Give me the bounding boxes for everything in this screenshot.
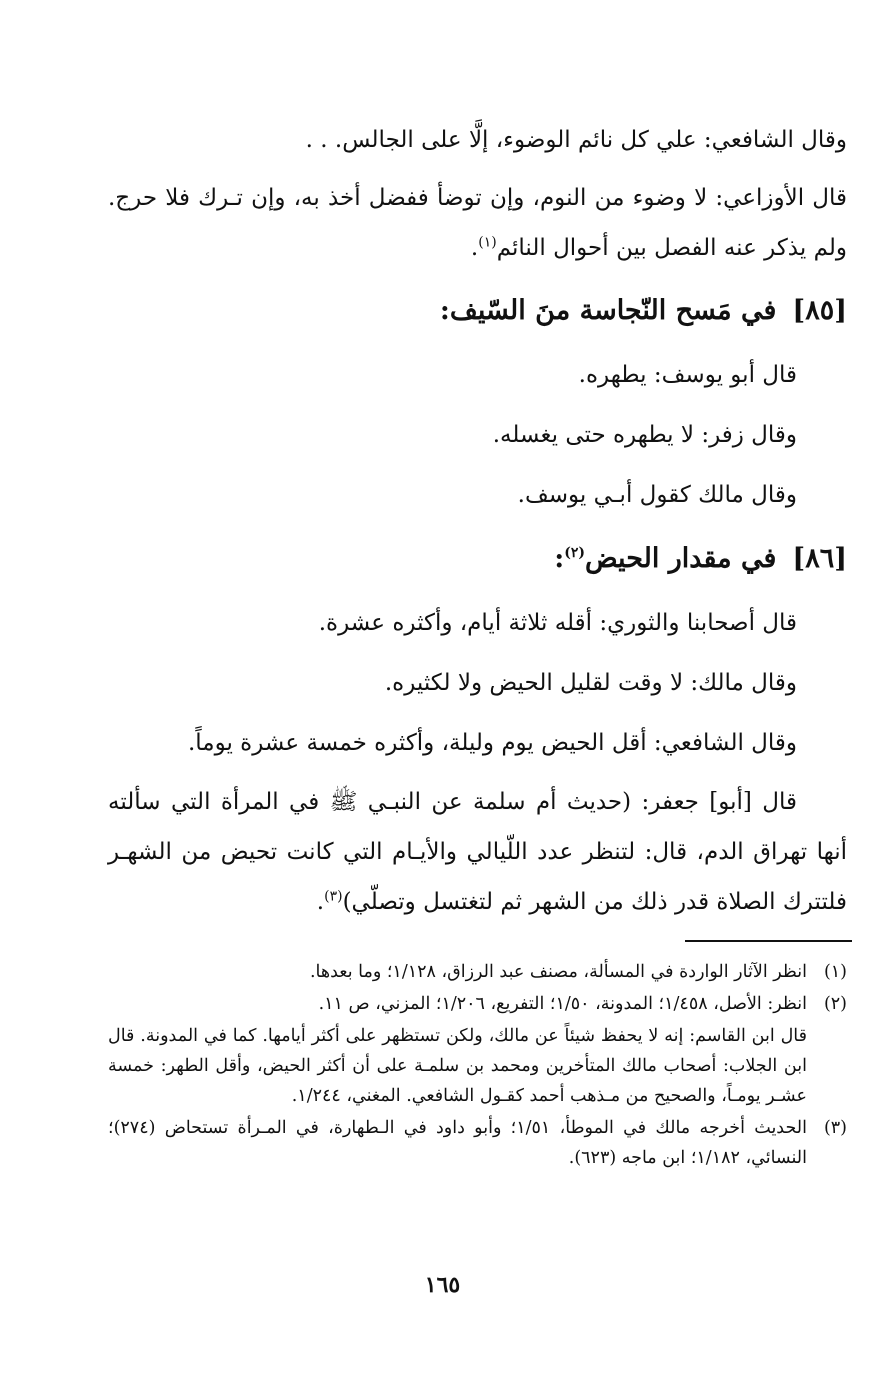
footnote-ref-2: (٢) [564,545,585,561]
footnote-3-text: الحديث أخرجه مالك في الموطأ، ١/٥١؛ وأبو داود في الـطهارة، في المـرأة تستحاض (٢٧٤)؛ النسائي، ١/١٨٢؛ ابن ماجه (٦٢٣). [108,1118,807,1168]
section-number-86: [٨٦] [792,543,847,574]
section-title-86-colon: : [554,543,565,574]
section-heading-86 [108,529,847,589]
paragraph-abu-jafar-text: قال [أبو] جعفر: (حديث أم سلمة عن النبـي ﷺ في المرأة التي سألته أنها تهراق الدم، قال: لتنظر عدد اللّيالي والأيـام التي كانت تحيض من الشهـر فلتترك الصلاة قدر ذلك من الشهر ثم لتغتسل وتصلّي) [108,789,847,915]
paragraph-shafii-sleep: وقال الشافعي: علي كل نائم الوضوء، إلَّا على الجالس. . . [305,127,847,153]
footnote-ref-1: (١) [478,234,497,251]
opinion-malik-85: وقال مالك كقول أبـي يوسف. [517,482,797,508]
opinion-shafii-86: وقال الشافعي: أقل الحيض يوم وليلة، وأكثره خمسة عشرة يوماً. [187,730,797,756]
paragraph-awzai-text: قال الأوزاعي: لا وضوء من النوم، وإن توضأ ففضل أخذ به، وإن تـرك فلا حرج. ولم يذكر عنه الفصل بين أحوال النائم [108,185,847,261]
footnote-3 [108,1113,847,1173]
footnote-divider [685,940,852,942]
footnote-2-continuation: قال ابن القاسم: إنه لا يحفظ شيئاً عن مالك، ولكن تستظهر على أكثر أيامها. كما في المدونة. قال ابن الجلاب: أصحاب مالك المتأخرين ومحمد بن سلمـة على أن أكثر الحيض، وأقل الطهر: خمسة عشـر يومـاً، والصحيح من مـذهب أحمد كقـول الشافعي. المغني، ١/٢٤٤. [108,1026,807,1106]
footnote-2-text: انظر: الأصل، ١/٤٥٨؛ المدونة، ١/٥٠؛ التفريع، ١/٢٠٦؛ المزني، ص ١١. [318,994,807,1014]
footnote-1-text: انظر الآثار الواردة في المسألة، مصنف عبد الرزاق، ١/١٢٨؛ وما بعدها. [309,962,807,982]
footnote-2-mark: (٢) [823,994,847,1014]
footnote-3-mark: (٣) [823,1118,847,1138]
section-heading-85 [108,281,847,341]
paragraph-abu-jafar [108,777,847,927]
main-text [108,115,847,935]
footnote-2 [108,989,847,1019]
footnote-ref-3: (٣) [324,888,343,905]
section-number-85: [٨٥] [792,295,847,326]
opinion-abu-yusuf: قال أبو يوسف: يطهره. [578,362,797,388]
section-title-86: في مقدار الحيض [584,543,777,574]
section-title-85: في مَسح النّجاسة منَ السّيف: [439,295,777,326]
footnote-1-mark: (١) [823,962,847,982]
footnote-1 [108,957,847,987]
opinion-zufar: وقال زفر: لا يطهره حتى يغسله. [492,422,797,448]
footnotes [108,955,847,1175]
paragraph-abu-jafar-end: . [316,889,325,915]
opinion-ashabuna: قال أصحابنا والثوري: أقله ثلاثة أيام، وأكثره عشرة. [318,610,797,636]
paragraph-awzai: قال الأوزاعي: لا وضوء من النوم، وإن توضأ ففضل أخذ به، وإن تـرك فلا حرج. ولم يذكر عنه الفصل بين أحوال النائم$^{(١)}$. [108,185,847,261]
opinion-malik-86: وقال مالك: لا وقت لقليل الحيض ولا لكثيره. [384,670,797,696]
page-number: ١٦٥ [424,1272,461,1298]
